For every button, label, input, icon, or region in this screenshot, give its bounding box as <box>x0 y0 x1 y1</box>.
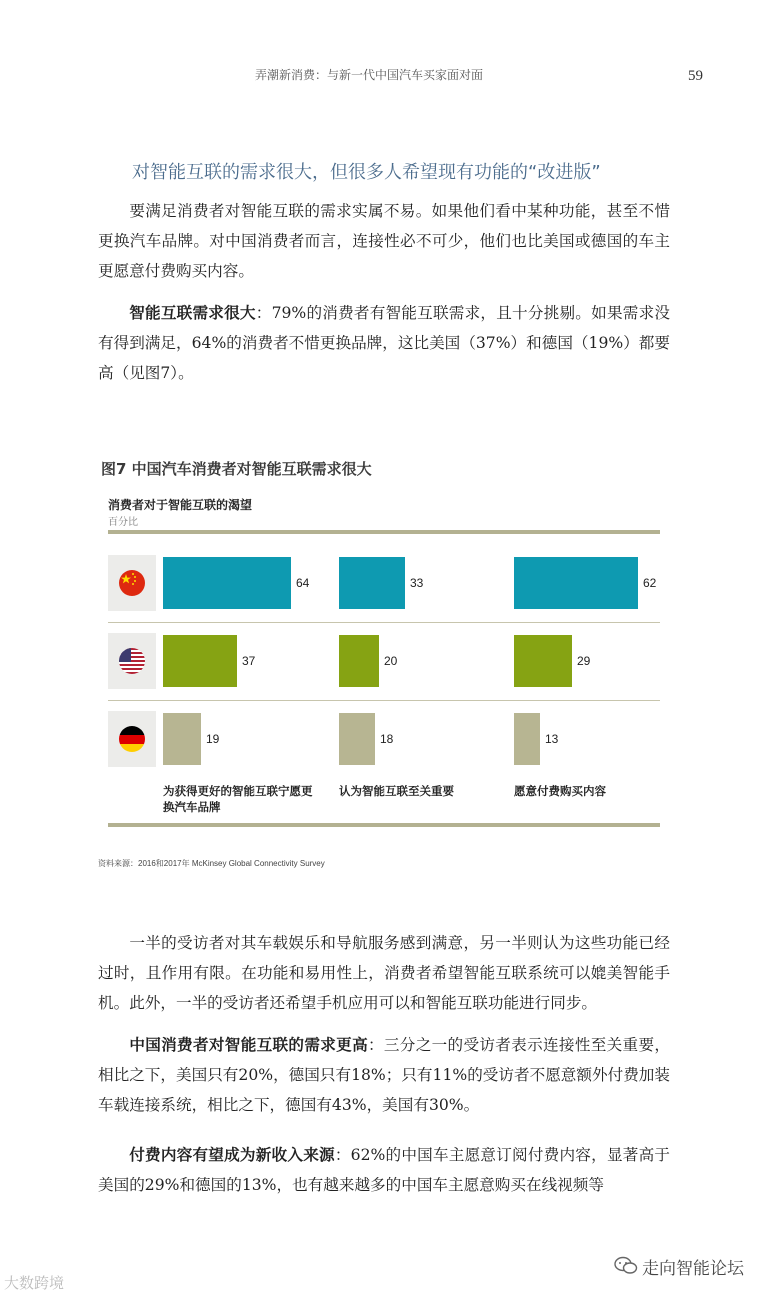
watermark-bottom-left: 大数跨境 <box>4 1274 65 1292</box>
bar-china-2 <box>514 557 638 609</box>
category-label-essential: 认为智能互联至关重要 <box>339 784 454 798</box>
usa-flag-icon <box>119 648 145 674</box>
paragraph-china-demand-text: ：三分之一的受访者表示连接性至关重要，相比之下，美国只有20%，德国只有18%；只有11%的受访者不愿意额外付费加装车载连接系统，相比之下，德国有43%，美国有30%。 <box>98 1036 670 1114</box>
bar-value-germany-0: 19 <box>206 732 220 746</box>
category-label-switch-brand: 为获得更好的智能互联宁愿更换汽车品牌 <box>163 784 313 814</box>
watermark-right-text: 走向智能论坛 <box>642 1259 744 1279</box>
bar-germany-1 <box>339 713 375 765</box>
chart-top-rule <box>108 530 660 534</box>
flag-germany-box <box>108 711 156 767</box>
china-flag-icon <box>119 570 145 596</box>
paragraph-demand-text: ：79%的消费者有智能互联需求，且十分挑剔。如果需求没有得到满足，64%的消费者不惜更换品牌，这比美国（37%）和德国（19%）都要高（见图7）。 <box>98 304 670 382</box>
category-label-pay-content: 愿意付费购买内容 <box>514 784 606 798</box>
figure-source: 资料来源：2016和2017年 McKinsey Global Connectivity Survey <box>98 859 325 868</box>
bar-usa-2 <box>514 635 572 687</box>
paragraph-satisfaction <box>98 928 670 1018</box>
row-divider-1 <box>108 622 660 623</box>
paragraph-demand-lead: 智能互联需求很大 <box>129 304 256 322</box>
chart-unit: 百分比 <box>108 517 138 528</box>
bar-usa-0 <box>163 635 237 687</box>
germany-flag-icon <box>119 726 145 752</box>
flag-china-box <box>108 555 156 611</box>
bar-value-germany-2: 13 <box>545 732 559 746</box>
page-number: 59 <box>688 68 703 84</box>
chart-bottom-rule <box>108 823 660 827</box>
paragraph-china-demand <box>98 1030 670 1120</box>
paragraph-intro-text: 要满足消费者对智能互联的需求实属不易。如果他们看中某种功能，甚至不惜更换汽车品牌。对中国消费者而言，连接性必不可少，他们也比美国或德国的车主更愿意付费购买内容。 <box>98 202 670 280</box>
bar-value-china-1: 33 <box>410 576 424 590</box>
bar-usa-1 <box>339 635 379 687</box>
paragraph-paid-content-lead: 付费内容有望成为新收入来源 <box>129 1146 335 1164</box>
page-header <box>0 66 779 88</box>
running-title: 弄潮新消费：与新一代中国汽车买家面对面 <box>255 68 484 82</box>
paragraph-china-demand-lead: 中国消费者对智能互联的需求更高 <box>129 1036 368 1054</box>
paragraph-intro <box>98 196 670 286</box>
paragraph-paid-content-text: ：62%的中国车主愿意订阅付费内容，显著高于美国的29%和德国的13%，也有越来越多的中国车主愿意购买在线视频等 <box>98 1146 670 1194</box>
bar-value-usa-0: 37 <box>242 654 256 668</box>
section-heading: 对智能互联的需求很大，但很多人希望现有功能的“改进版” <box>132 162 601 183</box>
bar-value-china-2: 62 <box>643 576 657 590</box>
paragraph-paid-content <box>98 1140 670 1200</box>
bar-germany-2 <box>514 713 540 765</box>
chart-subtitle: 消费者对于智能互联的渴望 <box>108 498 253 512</box>
bar-value-usa-1: 20 <box>384 654 398 668</box>
bar-value-germany-1: 18 <box>380 732 394 746</box>
paragraph-demand <box>98 298 670 388</box>
paragraph-satisfaction-text: 一半的受访者对其车载娱乐和导航服务感到满意，另一半则认为这些功能已经过时，且作用有限。在功能和易用性上，消费者希望智能互联系统可以媲美智能手机。此外，一半的受访者还希望手机应用可以和智能互联功能进行同步。 <box>98 934 670 1012</box>
watermark-wechat <box>614 1253 759 1279</box>
row-divider-2 <box>108 700 660 701</box>
bar-china-0 <box>163 557 291 609</box>
bar-china-1 <box>339 557 405 609</box>
flag-usa-box <box>108 633 156 689</box>
wechat-icon <box>614 1256 638 1276</box>
bar-germany-0 <box>163 713 201 765</box>
figure-title: 图7 中国汽车消费者对智能互联需求很大 <box>101 460 372 478</box>
bar-value-usa-2: 29 <box>577 654 591 668</box>
bar-value-china-0: 64 <box>296 576 310 590</box>
